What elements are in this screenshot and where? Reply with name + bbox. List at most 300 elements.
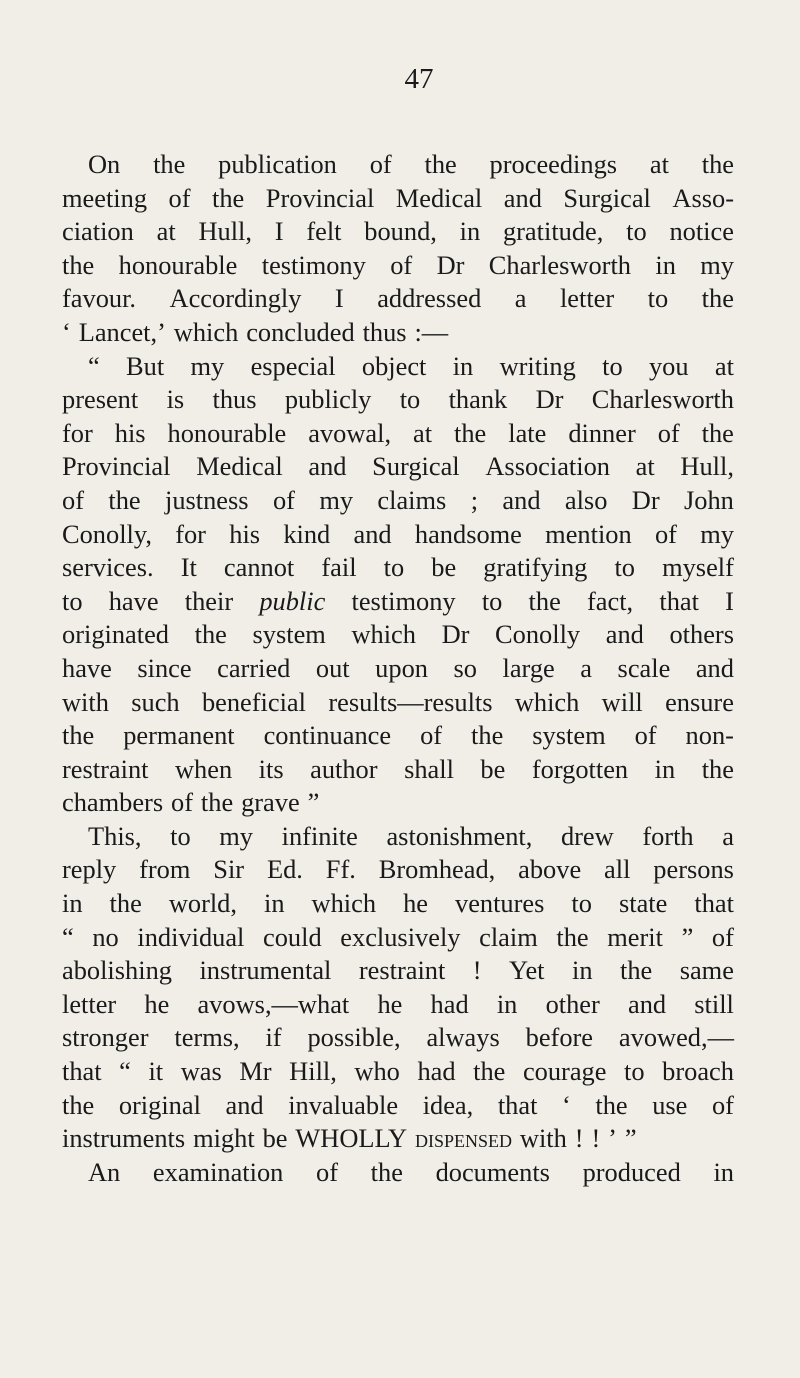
word: upon (375, 652, 428, 683)
word: produced (582, 1156, 681, 1187)
word: to (571, 888, 592, 919)
text-line (62, 820, 734, 854)
word: to (383, 552, 405, 583)
word: a (514, 283, 527, 314)
word: same (679, 955, 734, 986)
word: originated (62, 619, 169, 650)
word: of (711, 921, 734, 952)
word: when (174, 753, 233, 784)
word: Dr (436, 249, 465, 280)
word: chambers (62, 787, 164, 818)
word: Hull, (680, 451, 734, 482)
word: to (481, 585, 503, 616)
word: Conolly (495, 619, 581, 650)
word: bound, (364, 216, 437, 247)
word: large (502, 652, 555, 683)
text-line (62, 786, 734, 820)
word: the (62, 249, 95, 280)
word: original (118, 1089, 201, 1120)
word: ciation (62, 216, 134, 247)
word: in (713, 1156, 734, 1187)
word: which (514, 686, 580, 717)
word: in (264, 888, 285, 919)
word: author (310, 753, 378, 784)
word: gratitude, (502, 216, 604, 247)
word: the (701, 753, 734, 784)
word: myself (662, 552, 734, 583)
word: the (200, 787, 234, 818)
word: the (701, 283, 734, 314)
word: infinite (281, 820, 358, 851)
word: be (431, 552, 457, 583)
word: the (153, 149, 186, 179)
word: above (518, 854, 582, 885)
word: justness (164, 484, 249, 515)
word: Charlesworth (591, 384, 734, 415)
word: Mr (239, 1056, 272, 1087)
word: honourable (167, 417, 287, 448)
word: system (532, 720, 606, 751)
word: ’ (608, 1123, 617, 1154)
word: “ (62, 921, 74, 952)
word: ” (624, 1123, 637, 1154)
word: drew (560, 820, 614, 851)
word: Yet (509, 955, 545, 986)
text-line (62, 182, 734, 216)
word: permanent (123, 720, 235, 751)
word: ! (591, 1123, 601, 1154)
word: kind (283, 518, 331, 549)
word: at (714, 350, 734, 381)
word: favour. (62, 283, 137, 314)
word: addressed (377, 283, 482, 314)
word: to (602, 350, 623, 381)
word: grave (241, 787, 300, 818)
word: and (627, 988, 667, 1019)
word: the (62, 1089, 95, 1120)
word: It (180, 552, 197, 583)
word: proceedings (489, 149, 618, 179)
word: be (480, 753, 506, 784)
text-line (62, 954, 734, 988)
word: terms, (174, 1022, 240, 1053)
word: the (701, 149, 734, 179)
text-line (62, 1156, 734, 1190)
word: the (62, 720, 95, 751)
word: Provincial (265, 182, 375, 213)
word: ” (307, 787, 320, 818)
word: my (190, 350, 225, 381)
word: system (252, 619, 326, 650)
text-line (62, 316, 734, 350)
word: could (263, 921, 322, 952)
word: so (453, 652, 477, 683)
word: to (626, 216, 647, 247)
word: On (88, 149, 121, 179)
word: Hull, (198, 216, 252, 247)
word: might (193, 1123, 255, 1154)
word: late (508, 417, 547, 448)
word: my (700, 518, 734, 549)
word: avows,—what (197, 988, 350, 1019)
text-line (62, 350, 734, 384)
word: ‘ (62, 316, 71, 347)
word: Conolly, (62, 518, 152, 549)
word: to (647, 283, 669, 314)
word: that (497, 1089, 538, 1120)
word: ” (681, 921, 694, 952)
word: of (272, 484, 295, 515)
word: invaluable (288, 1089, 399, 1120)
word: with (519, 1123, 567, 1154)
word: carried (217, 652, 291, 683)
text-line (62, 988, 734, 1022)
word: broach (662, 1056, 734, 1087)
word: since (137, 652, 192, 683)
word: such (131, 686, 180, 717)
word: ensure (665, 686, 734, 717)
word: testimony (351, 585, 456, 616)
word: their (184, 585, 234, 616)
word: which (173, 316, 239, 347)
word: world, (168, 888, 237, 919)
word: the (370, 1156, 403, 1187)
word: especial (250, 350, 336, 381)
word: fact, (587, 585, 634, 616)
word: which (311, 888, 377, 919)
word: and (353, 518, 392, 549)
word: that (694, 888, 734, 919)
text-line (62, 618, 734, 652)
word: merit (607, 921, 663, 952)
word: to (624, 1056, 645, 1087)
word: all (604, 854, 631, 885)
word: Ed. (266, 854, 303, 885)
word: of (316, 1156, 339, 1187)
word: who (354, 1056, 400, 1087)
word: to (614, 552, 635, 583)
word: in (452, 350, 474, 381)
word: a (722, 820, 734, 851)
word: publication (218, 149, 337, 179)
word: avowed,— (618, 1022, 734, 1053)
word: avowal, (308, 417, 392, 448)
text-line (62, 1055, 734, 1089)
word: claims (377, 484, 447, 515)
word: in (62, 888, 83, 919)
text-line (62, 249, 734, 283)
word: my (700, 249, 734, 280)
word: out (315, 652, 350, 683)
word: object (361, 350, 427, 381)
word: individual (137, 921, 245, 952)
text-line (62, 1122, 734, 1156)
word: handsome (414, 518, 522, 549)
word: courage (522, 1056, 607, 1087)
word: always (426, 1022, 500, 1053)
word: to (62, 585, 83, 616)
word: Ff. (325, 854, 356, 885)
word: for (62, 417, 93, 448)
word: and (605, 619, 644, 650)
word: public (259, 585, 326, 616)
word: will (601, 686, 643, 717)
word: abolishing (62, 955, 172, 986)
word: others (669, 619, 734, 650)
word: the (473, 1056, 506, 1087)
word: in (571, 955, 593, 986)
word: This, (88, 820, 142, 851)
word: that (62, 1056, 102, 1087)
text-line (62, 1089, 734, 1123)
word: its (258, 753, 284, 784)
word: gratifying (483, 552, 588, 583)
word: Dr (535, 384, 564, 415)
text-line (62, 719, 734, 753)
word: letter (559, 283, 615, 314)
word: testimony (261, 249, 366, 280)
word: letter (62, 988, 117, 1019)
word: I (334, 283, 344, 314)
word: the (194, 619, 227, 650)
word: the (556, 921, 589, 952)
text-line (62, 921, 734, 955)
word: restraint (358, 955, 446, 986)
word: writing (499, 350, 576, 381)
word: thus (212, 384, 257, 415)
word: Hill, (289, 1056, 337, 1087)
word: the (528, 585, 561, 616)
word: still (694, 988, 734, 1019)
word: fail (321, 552, 357, 583)
word: at (156, 216, 176, 247)
word: and (308, 451, 347, 482)
word: at (413, 417, 433, 448)
word: have (108, 585, 159, 616)
word: the (471, 720, 504, 751)
page-number: 47 (404, 63, 434, 95)
word: and (695, 652, 734, 683)
word: other (545, 988, 600, 1019)
word: the (619, 955, 653, 986)
word: ; (470, 484, 479, 515)
word: also (564, 484, 608, 515)
word: the (701, 417, 734, 448)
word: non- (685, 720, 734, 751)
word: of (634, 720, 657, 751)
word: had (430, 988, 469, 1019)
text-line (62, 383, 734, 417)
word: Surgical (563, 182, 651, 213)
word: continuance (263, 720, 392, 751)
word: concluded (246, 316, 355, 347)
word: publicly (284, 384, 372, 415)
text-line (62, 551, 734, 585)
word: Accordingly (169, 283, 302, 314)
word: have (62, 652, 112, 683)
word: Lancet,’ (78, 316, 166, 347)
word: Charlesworth (488, 249, 631, 280)
word: is (166, 384, 185, 415)
word: which (351, 619, 416, 650)
text-line (62, 282, 734, 316)
word: and (225, 1089, 264, 1120)
word: Dr (441, 619, 470, 650)
word: idea, (422, 1089, 474, 1120)
word: no (92, 921, 119, 952)
word: :— (414, 316, 449, 347)
text-line (62, 450, 734, 484)
word: ! (472, 955, 482, 986)
word: forth (642, 820, 694, 851)
word: he (144, 988, 170, 1019)
word: at (635, 451, 655, 482)
word: ventures (455, 888, 545, 919)
word: to (399, 384, 421, 415)
word: the (424, 149, 457, 179)
word: ‘ (561, 1089, 571, 1120)
word: shall (404, 753, 454, 784)
text-line (62, 1021, 734, 1055)
text-line (62, 585, 734, 619)
word: astonishment, (386, 820, 533, 851)
word: his (229, 518, 261, 549)
word: Sir (213, 854, 245, 885)
word: of (62, 484, 84, 515)
text-line (62, 887, 734, 921)
word: of (657, 417, 680, 448)
word: I (725, 585, 734, 616)
word: “ (88, 350, 100, 381)
text-line (62, 484, 734, 518)
word: But (126, 350, 165, 381)
word: he (403, 888, 428, 919)
word: dispensed (414, 1123, 512, 1154)
word: thank (448, 384, 508, 415)
word: use (652, 1089, 688, 1120)
word: the (108, 484, 141, 515)
word: Medical (196, 451, 283, 482)
word: exclusively (340, 921, 461, 952)
word: was (180, 1056, 222, 1087)
word: to (170, 820, 191, 851)
word: ! (574, 1123, 584, 1154)
word: of (390, 249, 413, 280)
word: had (417, 1056, 456, 1087)
word: in (496, 988, 518, 1019)
word: of (711, 1089, 734, 1120)
word: restraint (62, 753, 149, 784)
word: it (148, 1056, 164, 1087)
word: the (454, 417, 487, 448)
word: be (262, 1123, 288, 1154)
body-text (62, 148, 734, 1189)
word: mention (545, 518, 632, 549)
word: of (420, 720, 443, 751)
word: documents (435, 1156, 550, 1187)
word: Provincial (62, 451, 171, 482)
word: Medical (395, 182, 483, 213)
word: beneficial (201, 686, 306, 717)
word: of (171, 787, 194, 818)
word: honourable (118, 249, 238, 280)
word: you (648, 350, 689, 381)
word: thus (362, 316, 407, 347)
word: I (274, 216, 284, 247)
text-line (62, 652, 734, 686)
word: claim (479, 921, 538, 952)
word: forgotten (531, 753, 629, 784)
word: Association (485, 451, 610, 482)
word: at (649, 149, 669, 179)
word: in (654, 753, 676, 784)
word: Dr (631, 484, 660, 515)
word: felt (306, 216, 342, 247)
word: examination (152, 1156, 284, 1187)
word: cannot (223, 552, 295, 583)
word: the (212, 182, 245, 213)
word: stronger (62, 1022, 149, 1053)
word: scale (617, 652, 671, 683)
word: Bromhead, (378, 854, 496, 885)
word: my (219, 820, 254, 851)
word: reply (62, 854, 117, 885)
text-line (62, 417, 734, 451)
word: results—results (328, 686, 493, 717)
word: in (655, 249, 676, 280)
text-line (62, 518, 734, 552)
text-line (62, 148, 734, 182)
word: WHOLLY (295, 1123, 408, 1154)
word: state (618, 888, 668, 919)
word: for (175, 518, 206, 549)
word: if (265, 1022, 282, 1053)
word: of (168, 182, 191, 213)
word: with (62, 686, 109, 717)
word: and (503, 182, 542, 213)
text-line (62, 215, 734, 249)
word: my (319, 484, 354, 515)
word: in (459, 216, 481, 247)
word: the (109, 888, 142, 919)
word: An (88, 1156, 121, 1187)
word: a (580, 652, 593, 683)
word: he (377, 988, 403, 1019)
word: services. (62, 552, 154, 583)
word: the (595, 1089, 628, 1120)
word: Surgical (372, 451, 460, 482)
word: instruments (62, 1123, 186, 1154)
word: meeting (62, 182, 148, 213)
text-line (62, 853, 734, 887)
word: instrumental (199, 955, 332, 986)
word: possible, (307, 1022, 401, 1053)
word: notice (669, 216, 734, 247)
text-line (62, 686, 734, 720)
text-line (62, 753, 734, 787)
word: dinner (568, 417, 636, 448)
word: present (62, 384, 139, 415)
word: Asso- (672, 182, 734, 213)
word: persons (653, 854, 734, 885)
word: and (502, 484, 541, 515)
word: “ (119, 1056, 131, 1087)
word: of (654, 518, 677, 549)
word: that (659, 585, 699, 616)
word: his (114, 417, 146, 448)
word: of (369, 149, 392, 179)
word: John (684, 484, 734, 515)
